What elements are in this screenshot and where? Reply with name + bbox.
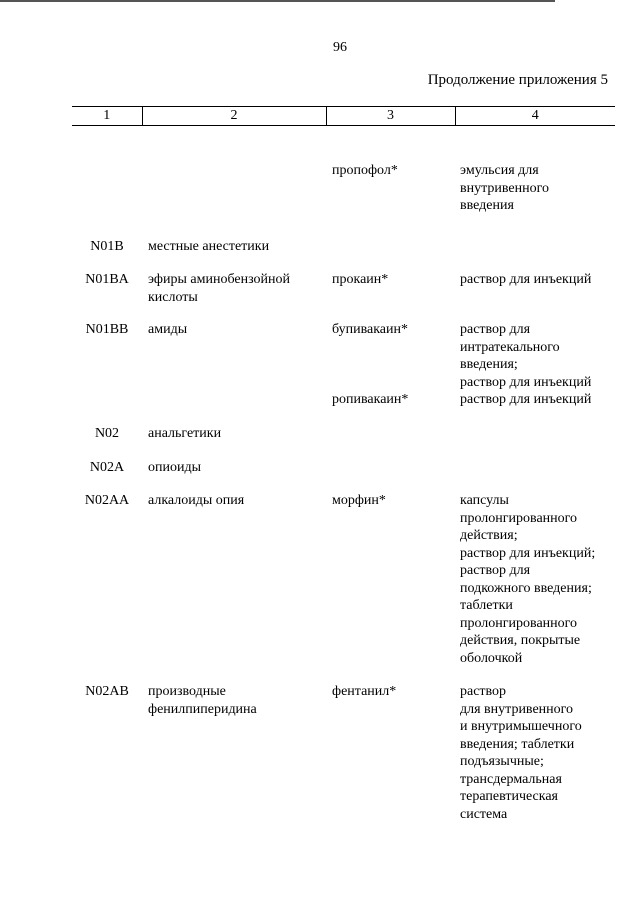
drug-name-cell (326, 215, 455, 256)
drug-table (72, 106, 615, 827)
drug-name-cell: фентанил* (332, 684, 397, 699)
dosage-form-cell: раствор для инъекций (460, 392, 592, 407)
group-name-cell (142, 126, 326, 215)
drug-name-cell (326, 443, 455, 477)
dosage-form-cell: раствор для инъекций (460, 272, 592, 287)
table-body (72, 126, 615, 828)
dosage-form-cell: эмульсия для внутривенного введения (460, 163, 550, 213)
atc-code-cell: N01BA (85, 272, 129, 287)
atc-code-cell (72, 126, 142, 215)
table-row (72, 476, 615, 667)
header-col-4: 4 (455, 107, 615, 126)
header-col-3: 3 (326, 107, 455, 126)
drug-name-cell: прокаин* (332, 272, 389, 287)
atc-code-cell: N02 (94, 426, 120, 441)
header-row (72, 107, 615, 126)
drug-name-cell: пропофол* (332, 163, 398, 178)
drug-name-cell: бупивакаин* (332, 322, 409, 337)
dosage-form-cell: капсулы пролонгированного действия; раствор для инъекций; раствор для подкожного введения; таблетки пролонгированного действия, покрытые оболочкой (460, 493, 596, 666)
table-header (72, 107, 615, 126)
group-name-cell: анальгетики (148, 426, 222, 441)
group-name-cell: эфиры аминобензойной кислоты (148, 272, 291, 305)
dosage-form-cell (455, 443, 615, 477)
group-name-cell: алкалоиды опия (148, 493, 245, 508)
table-row (72, 255, 615, 306)
drug-name-cell (326, 409, 455, 443)
atc-code-cell: N02AB (85, 684, 129, 699)
drug-name-cell: ропивакаин* (332, 392, 409, 407)
group-name-cell: местные анестетики (148, 238, 270, 254)
table-row (72, 409, 615, 443)
atc-code-cell: N01BB (85, 322, 129, 337)
group-name-cell: опиоиды (148, 459, 202, 475)
dosage-form-cell: раствор для интратекального введения; раствор для инъекций (460, 322, 592, 390)
dosage-form-cell (455, 215, 615, 256)
atc-code-cell: N01B (90, 238, 124, 254)
table-row (72, 215, 615, 256)
page-number: 96 (333, 40, 347, 55)
table-row (72, 126, 615, 215)
group-name-cell: производные фенилпиперидина (148, 684, 257, 717)
top-border-line (0, 0, 555, 2)
atc-code-cell: N02A (89, 459, 125, 475)
continuation-heading: Продолжение приложения 5 (427, 72, 608, 88)
table-row (72, 306, 615, 391)
atc-code-cell (72, 391, 142, 409)
group-name-cell: амиды (148, 322, 188, 337)
header-col-2: 2 (142, 107, 326, 126)
group-name-cell (142, 391, 326, 409)
drug-name-cell: морфин* (332, 493, 386, 508)
header-col-1: 1 (72, 107, 142, 126)
dosage-form-cell: раствор для внутривенного и внутримышечного введения; таблетки подъязычные; трансдермальная терапевтическая система (460, 684, 582, 822)
table-row (72, 391, 615, 409)
table-row (72, 443, 615, 477)
dosage-form-cell (455, 409, 615, 443)
atc-code-cell: N02AA (84, 493, 130, 508)
table-row (72, 667, 615, 827)
